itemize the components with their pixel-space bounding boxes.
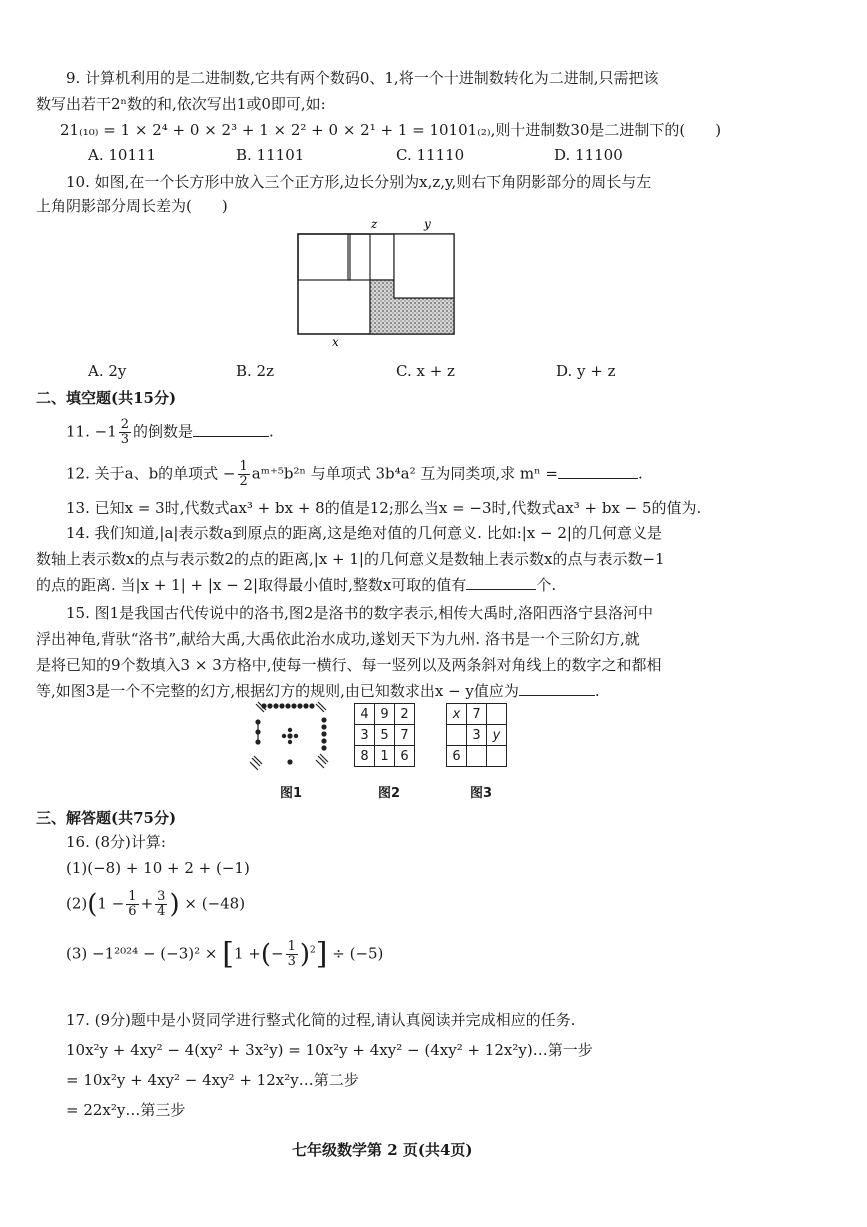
q13: 13. 已知x = 3时,代数式ax³ + bx + 8的值是12;那么当x = −3时,代数式ax³ + bx − 5的值为.	[66, 499, 702, 517]
q15-line4: 等,如图3是一个不完整的幻方,根据幻方的规则,由已知数求出x − y值应为 .	[36, 682, 600, 700]
caption-fig2: 图2	[378, 786, 401, 801]
squares-figure	[290, 214, 470, 350]
q15-line1: 15. 图1是我国古代传说中的洛书,图2是洛书的数字表示,相传大禹时,洛阳西洛宁县洛河中	[66, 604, 654, 622]
section-solve-title: 三、解答题(共75分)	[36, 809, 177, 827]
caption-fig3: 图3	[470, 786, 493, 801]
q10-option-a: A. 2y	[88, 362, 127, 380]
q10-option-c: C. x + z	[396, 362, 455, 380]
q14-line2: 数轴上表示数x的点与表示数2的点的距离,|x + 1|的几何意义是数轴上表示数x的点与表示数−1	[36, 550, 665, 568]
q11-answer-blank	[193, 422, 269, 437]
q15-answer-blank	[519, 681, 595, 696]
q16-part2: (2)(1 − $\frac{1}{6}$ + $\frac{3}{4}$ ) × (−48)	[66, 889, 246, 920]
q17-step2: = 10x²y + 4xy² − 4xy² + 12x²y…第二步	[66, 1071, 359, 1089]
q12: 12. 关于a、b的单项式 − $\frac{1}{2}$ aᵐ⁺⁵b²ⁿ 与单项式 3b⁴a² 互为同类项,求 mⁿ = .	[66, 459, 643, 489]
q16-part3: (3) −1²⁰²⁴ − (−3)² × [1 +(− $\frac{1}{3}$ )$^2$] ÷ (−5)	[66, 936, 384, 972]
q16-part1: (1)(−8) + 10 + 2 + (−1)	[66, 859, 250, 877]
q9-option-b: B. 11101	[236, 146, 305, 164]
q10-option-d: D. y + z	[556, 362, 616, 380]
q9-line1: 9. 计算机利用的是二进制数,它共有两个数码0、1,将一个十进制数转化为二进制,只需把该	[66, 69, 659, 87]
q11: 11. −1 $\frac{2}{3}$ 的倒数是 .	[66, 417, 274, 447]
q9-option-d: D. 11100	[554, 146, 623, 164]
q9-option-c: C. 11110	[396, 146, 465, 164]
label-y: y	[424, 217, 431, 231]
label-x: x	[332, 335, 339, 349]
q17-step3: = 22x²y…第三步	[66, 1101, 186, 1119]
q15-line3: 是将已知的9个数填入3 × 3方格中,使每一横行、每一竖列以及两条斜对角线上的数字之和都相	[36, 656, 662, 674]
label-z: z	[371, 217, 378, 231]
section-fill-in-title: 二、填空题(共15分)	[36, 389, 177, 407]
page-footer: 七年级数学第 2 页(共4页)	[292, 1141, 473, 1159]
q17-title: 17. (9分)题中是小贤同学进行整式化简的过程,请认真阅读并完成相应的任务.	[66, 1011, 576, 1029]
square-z	[348, 234, 394, 280]
square-x	[298, 234, 370, 334]
q15-line2: 浮出神龟,背驮“洛书”,献给大禹,大禹依此治水成功,遂划天下为九州. 洛书是一个三阶幻方,就	[36, 630, 640, 648]
fraction-1-2: $\frac{1}{2}$	[239, 459, 248, 489]
q14-answer-blank	[466, 575, 536, 590]
square-y	[394, 234, 454, 298]
q10-option-b: B. 2z	[236, 362, 275, 380]
q9-line2: 数写出若干2ⁿ数的和,依次写出1或0即可,如:	[36, 95, 326, 113]
q17-step1: 10x²y + 4xy² − 4(xy² + 3x²y) = 10x²y + 4xy² − (4xy² + 12x²y)…第一步	[66, 1041, 593, 1059]
q9-line3: 21₍₁₀₎ = 1 × 2⁴ + 0 × 2³ + 1 × 2² + 0 × 2¹ + 1 = 10101₍₂₎,则十进制数30是二进制下的( )	[60, 121, 722, 139]
q14-line1: 14. 我们知道,|a|表示数a到原点的距离,这是绝对值的几何意义. 比如:|x − 2|的几何意义是	[66, 524, 662, 542]
magic-square-complete: 4 9 2 3 5 7 8 1 6	[354, 703, 415, 767]
luoshu-figure	[244, 700, 336, 776]
q9-option-a: A. 10111	[88, 146, 157, 164]
q10-line1: 10. 如图,在一个长方形中放入三个正方形,边长分别为x,z,y,则右下角阴影部分的周长与左	[66, 173, 652, 191]
q10-line2: 上角阴影部分周长差为( )	[36, 197, 228, 215]
caption-fig1: 图1	[280, 786, 303, 801]
fraction-2-3: $\frac{2}{3}$	[120, 417, 130, 447]
q16-title: 16. (8分)计算:	[66, 833, 166, 851]
q14-line3: 的点的距离. 当|x + 1| + |x − 2|取得最小值时,整数x可取的值有 个.	[36, 576, 557, 594]
q12-answer-blank	[558, 464, 638, 479]
magic-square-incomplete: x 7 3 y 6	[446, 703, 507, 767]
